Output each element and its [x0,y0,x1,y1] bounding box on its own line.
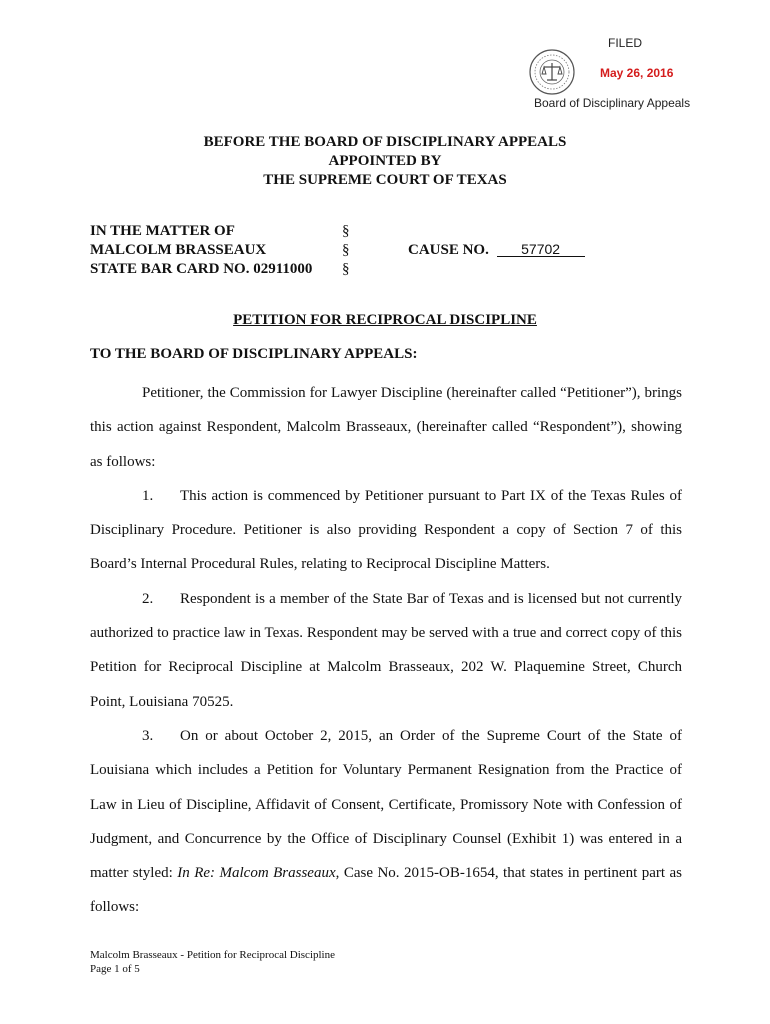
footer-title: Malcolm Brasseaux - Petition for Reciprocal Discipline [90,949,335,961]
cause-number-block [408,241,585,260]
section-symbol: § [342,223,350,239]
salutation: TO THE BOARD OF DISCIPLINARY APPEALS: [90,346,418,362]
paragraph-text: On or about October 2, 2015, an Order of the Supreme Court of the State of Louisiana which includes a Petition for Voluntary Permanent Resignation from the Practice of Law in Lieu of Discipline, Affidavit of Consent, Certificate, Promissory Note with Confession of Judgment, and Concurrence by the Office of Disciplinary Counsel (Exhibit 1) was entered in a matter styled: [90,727,682,882]
filed-label: FILED [608,36,643,50]
heading-line-1: BEFORE THE BOARD OF DISCIPLINARY APPEALS [203,134,567,150]
caption-line-1: IN THE MATTER OF [90,223,235,239]
filed-date: May 26, 2016 [600,66,674,80]
filed-stamp [520,30,720,120]
paragraph-number: 3. [142,727,154,744]
case-caption [90,222,312,279]
cause-label: CAUSE NO. [408,242,489,258]
caption-line-2: MALCOLM BRASSEAUX [90,242,267,258]
intro-paragraph: Petitioner, the Commission for Lawyer Discipline (hereinafter called “Petitioner”), brings this action against Respondent, Malcolm Brasseaux, (hereinafter called “Respondent”), showing as follows: [90,385,682,470]
case-style: In Re: Malcom Brasseaux [177,865,336,882]
paragraph-3 [90,719,682,925]
section-symbol: § [342,242,350,258]
paragraph-number: 1. [142,487,154,504]
filed-board: Board of Disciplinary Appeals [534,96,691,110]
heading-line-3: THE SUPREME COURT OF TEXAS [263,172,507,188]
cause-number: 57702 [497,242,585,257]
paragraph-text: , Case No. 2015-OB-1654, that states in pertinent part as follows: [90,865,682,916]
caption-line-3: STATE BAR CARD NO. 02911000 [90,261,313,277]
paragraph-text: This action is commenced by Petitioner pursuant to Part IX of the Texas Rules of Disciplinary Procedure. Petitioner is also providing Respondent a copy of Section 7 of this Board’s Internal Procedural Rules, relating to Reciprocal Discipline Matters. [90,487,682,573]
paragraph-number: 2. [142,590,154,607]
document-title: PETITION FOR RECIPROCAL DISCIPLINE [233,312,537,328]
document-body [90,376,682,925]
section-symbol: § [342,261,350,277]
section-symbols [342,222,350,279]
paragraph-text: Respondent is a member of the State Bar of Texas and is licensed but not currently authorized to practice law in Texas. Respondent may be served with a true and correct copy of this Petition for Reciprocal Discipline at Malcolm Brasseaux, 202 W. Plaquemine Street, Church Point, Louisiana 70525. [90,590,682,710]
court-heading [0,133,770,190]
court-seal-icon [528,48,576,96]
heading-line-2: APPOINTED BY [328,153,442,169]
page-number: Page 1 of 5 [90,963,140,975]
page-footer [90,948,335,976]
paragraph-1 [90,479,682,582]
paragraph-2 [90,582,682,719]
